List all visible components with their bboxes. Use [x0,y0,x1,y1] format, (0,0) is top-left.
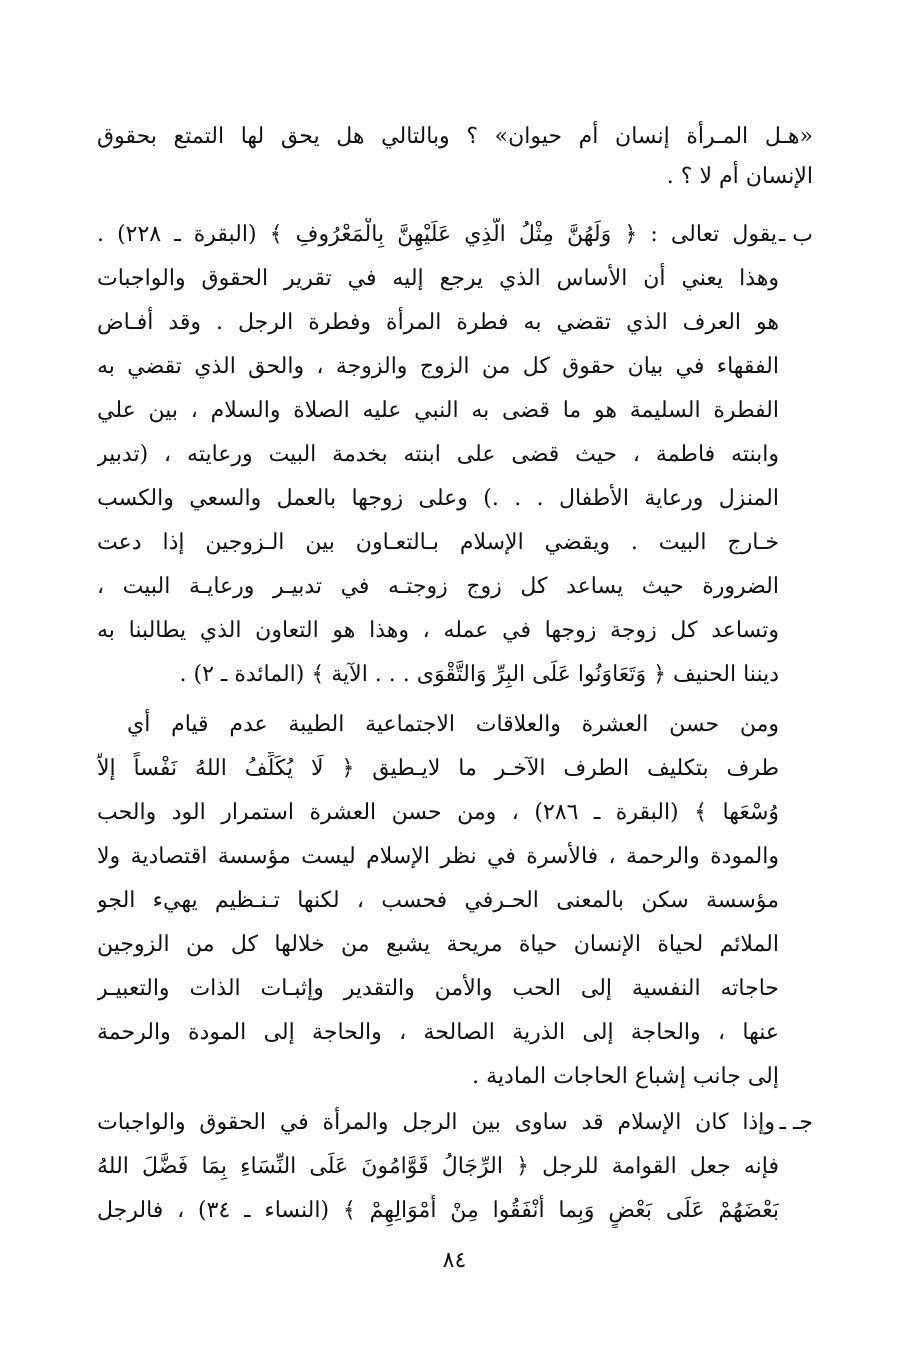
text-line: المنزل ورعاية الأطفال . . .) وعلى زوجها بالعمل والسعي والكسب [97,486,779,511]
text-line: وُسْعَها ﴾ (البقرة ـ ٢٨٦) ، ومن حسن العشرة استمرار الود والحب [97,800,779,825]
text-line: الضرورة حيث يساعد كل زوج زوجتـه في تدبيـر ورعايـة البيت ، [97,574,779,599]
item-c-marker: جـ ـ [779,1110,813,1135]
text-line: الإنسان أم لا ؟ . [666,164,813,189]
text-line: طرف بتكليف الطرف الآخـر ما لايـطيق ﴿ لَا يُكَلِّفُ اللهُ نَفْساً إلاَّ [97,756,779,781]
text-line: وتساعد كل زوجة زوجها في عمله ، وهذا هو التعاون الذي يطالبنا به [97,618,779,643]
text-line: مؤسسة سكن بالمعنى الحـرفي فحسب ، لكنها تـنـظيم يهيء الجو [97,888,779,913]
page-number: ٨٤ [442,1248,467,1273]
text-line: الملائم لحياة الإنسان حياة مريحة يشبع من خلالها كل من الزوجين [97,932,779,957]
text-line: هو العرف الذي تقضي به فطرة المرأة وفطرة الرجل . وقد أفـاض [97,310,779,335]
text-line: فإنه جعل القوامة للرجل ﴿ الرِّجَالُ قَوَّامُونَ عَلَى النِّسَاءِ بِمَا فَضَّلَ اللهُ [97,1154,779,1179]
text-line: وابنته فاطمة ، حيث قضى على ابنته بخدمة البيت ورعايته ، (تدبير [97,442,779,467]
item-b-marker: ب ـ [778,222,813,247]
text-line: ديننا الحنيف ﴿ وَتَعَاوَنُوا عَلَى البِرِّ وَالتَّقْوَى . . . الآية ﴾ (المائدة ـ ٢) . [179,662,779,687]
text-line: وهذا يعني أن الأساس الذي يرجع إليه في تقرير الحقوق والواجبات [97,266,779,291]
text-line: يقول تعالى : ﴿ وَلَهُنَّ مِثْلُ الَّذِي عَلَيْهِنَّ بِالْمَعْرُوفِ ﴾ (البقرة ـ ٢٢٨) . [97,222,777,247]
text-line: وإذا كان الإسلام قد ساوى بين الرجل والمرأة في الحقوق والواجبات [97,1110,775,1135]
text-line: الفطرة السليمة هو ما قضى به النبي عليه الصلاة والسلام ، بين علي [97,398,779,423]
text-line: حاجاته النفسية إلى الحب والأمن والتقدير وإثبـات الذات والتعبيـر [97,976,779,1001]
text-line: خـارج البيت . ويقضي الإسلام بـالتعـاون بين الـزوجين إذا دعت [97,530,779,555]
text-line: والمودة والرحمة ، فالأسرة في نظر الإسلام ليست مؤسسة اقتصادية ولا [97,844,779,869]
text-line: إلى جانب إشباع الحاجات المادية . [472,1064,779,1089]
text-line: عنها ، والحاجة إلى الذرية الصالحة ، والحاجة إلى المودة والرحمة [97,1020,779,1045]
text-line: «هـل المـرأة إنسان أم حيوان» ؟ وبالتالي هل يحق لها التمتع بحقوق [97,124,813,149]
text-line: بَعْضَهُمْ عَلَى بَعْضٍ وَبِما أَنْفَقُوا مِنْ أَمْوَالِهِمْ ﴾ (النساء ـ ٣٤) ، فالرجل [97,1198,779,1223]
text-line: الفقهاء في بيان حقوق كل من الزوج والزوجة ، والحق الذي تقضي به [97,354,779,379]
text-line: ومن حسن العشرة والعلاقات الاجتماعية الطيبة عدم قيام أي [127,712,779,737]
